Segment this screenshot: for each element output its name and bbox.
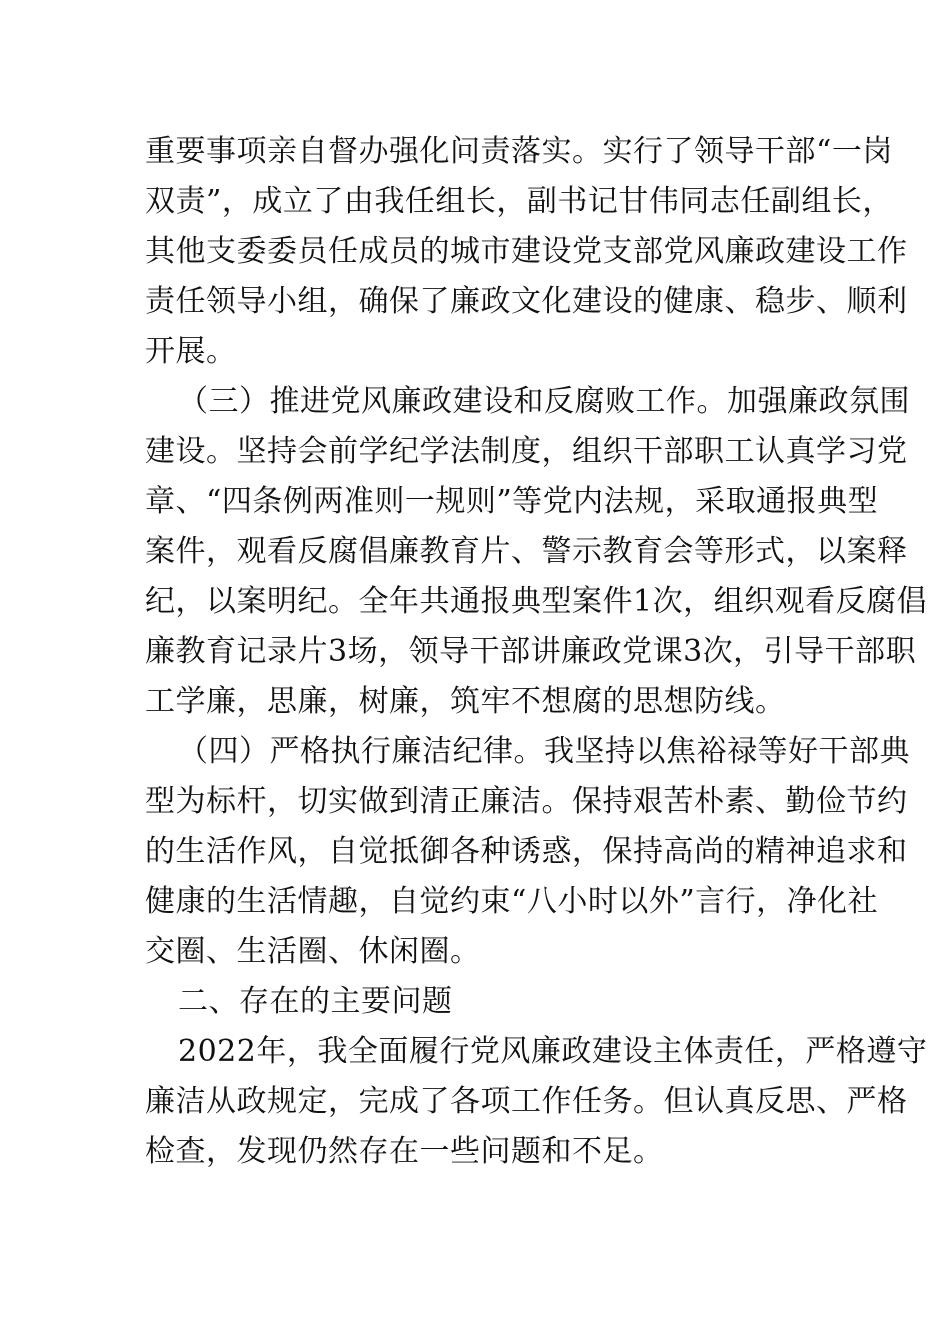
text-line: 案件，观看反腐倡廉教育片、警示教育会等形式，以案释 <box>145 534 908 569</box>
section-three-heading-line: （三）推进党风廉政建设和反腐败工作。加强廉政氛围 <box>178 384 910 419</box>
text-line: 重要事项亲自督办强化问责落实。实行了领导干部“一岗 <box>145 134 893 169</box>
text-line: 廉教育记录片3场，领导干部讲廉政党课3次，引导干部职 <box>145 634 917 669</box>
text-line: 的生活作风，自觉抵御各种诱惑，保持高尚的精神追求和 <box>145 834 908 869</box>
paragraph-start-line: 2022年，我全面履行党风廉政建设主体责任，严格遵守 <box>178 1034 928 1069</box>
section-four-heading-line: （四）严格执行廉洁纪律。我坚持以焦裕禄等好干部典 <box>178 734 910 769</box>
text-line: 廉洁从政规定，完成了各项工作任务。但认真反思、严格 <box>145 1084 908 1119</box>
section-two-heading: 二、存在的主要问题 <box>178 984 453 1019</box>
text-line: 交圈、生活圈、休闲圈。 <box>145 934 481 969</box>
text-line: 章、“四条例两准则一规则”等党内法规，采取通报典型 <box>145 484 879 519</box>
text-line: 建设。坚持会前学纪学法制度，组织干部职工认真学习党 <box>145 434 908 469</box>
text-line: 健康的生活情趣，自觉约束“八小时以外”言行，净化社 <box>145 884 879 919</box>
text-line: 责任领导小组，确保了廉政文化建设的健康、稳步、顺利 <box>145 284 908 319</box>
text-line: 型为标杆，切实做到清正廉洁。保持艰苦朴素、勤俭节约 <box>145 784 908 819</box>
text-line: 双责”，成立了由我任组长，副书记甘伟同志任副组长， <box>145 184 893 219</box>
text-line: 检查，发现仍然存在一些问题和不足。 <box>145 1134 664 1169</box>
text-line: 工学廉，思廉，树廉，筑牢不想腐的思想防线。 <box>145 684 786 719</box>
text-line: 纪，以案明纪。全年共通报典型案件1次，组织观看反腐倡 <box>145 584 928 619</box>
text-line: 其他支委委员任成员的城市建设党支部党风廉政建设工作 <box>145 234 908 269</box>
text-line: 开展。 <box>145 334 237 369</box>
